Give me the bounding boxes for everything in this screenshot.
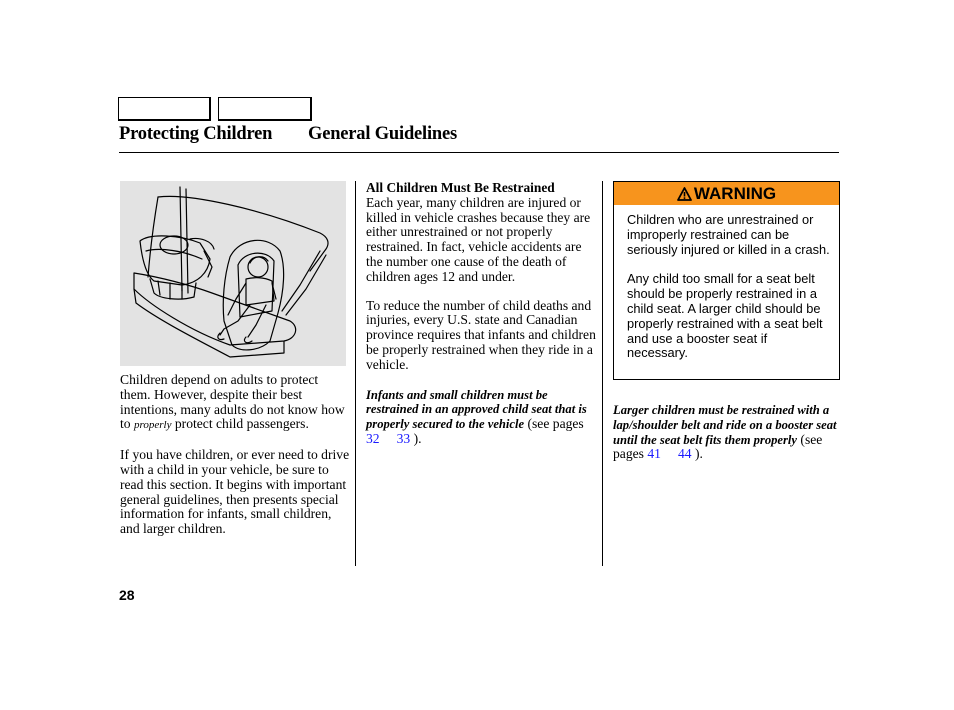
child-seat-illustration <box>120 181 346 366</box>
intro-emphasis: properly <box>133 419 172 432</box>
section-title: Protecting Children <box>119 124 273 144</box>
column-divider-1 <box>355 181 356 566</box>
see-pages-text-2: (see pages <box>613 431 823 462</box>
intro-paragraph-1 <box>120 373 350 433</box>
intro-text-a: Children depend on adults to protect them. However, despite their best intentions, many adults do not know how to <box>120 372 345 432</box>
page-link-41[interactable]: 41 <box>647 446 661 462</box>
warning-triangle-icon <box>677 187 692 201</box>
restraint-column <box>366 181 598 447</box>
restraint-paragraph-3 <box>366 388 598 447</box>
child-seat-drawing <box>120 181 346 366</box>
warning-body <box>614 205 839 361</box>
larger-children-rule: Larger children must be restrained with a lap/shoulder belt and ride on a booster seat until the seat belt fits them properly <box>613 403 837 447</box>
nav-tab-box-2[interactable] <box>218 97 312 121</box>
header-rule <box>119 152 839 153</box>
restraint-paragraph-1: Each year, many children are injured or killed in vehicle crashes because they are either unrestrained or not properly restrained. In fact, vehicle accidents are the number one cause of the death of children ages 12 and under. <box>366 194 591 284</box>
page-link-33[interactable]: 33 <box>396 430 411 446</box>
warning-paragraph-2: Any child too small for a seat belt should be properly restrained in a child seat. A larger child should be properly restrained with a seat belt and use a booster seat if necessary. <box>627 271 823 361</box>
page-number: 28 <box>119 587 135 603</box>
page-header <box>119 124 458 145</box>
see-pages-close: ). <box>410 430 422 446</box>
intro-text-b: protect child passengers. <box>171 416 309 432</box>
restraint-paragraph-2: To reduce the number of child deaths and injuries, every U.S. state and Canadian province requires that infants and children be properly restrained when they ride in a vehicle. <box>366 297 596 372</box>
warning-label: WARNING <box>693 183 777 203</box>
larger-children-paragraph <box>613 403 839 462</box>
page-link-32[interactable]: 32 <box>366 430 380 446</box>
infant-rule-text: Infants and small children must be restrained in an approved child seat that is properly secured to the vehicle <box>366 387 587 432</box>
larger-children-note <box>613 403 839 462</box>
intro-column <box>120 373 350 537</box>
page-title: General Guidelines <box>308 124 458 144</box>
see-pages-text: (see pages <box>524 416 584 432</box>
section-heading: All Children Must Be Restrained <box>366 180 555 195</box>
column-divider-2 <box>602 181 603 566</box>
nav-tab-box-1[interactable] <box>118 97 211 121</box>
intro-paragraph-2: If you have children, or ever need to drive with a child in your vehicle, be sure to read this section. It begins with important general guidelines, then presents special information for infants, small children, and larger children. <box>120 447 350 537</box>
warning-box <box>613 181 840 380</box>
see-pages-close-2: ). <box>691 446 703 462</box>
page-link-44[interactable]: 44 <box>677 446 692 462</box>
warning-paragraph-1: Children who are unrestrained or improperly restrained can be seriously injured or killed in a crash. <box>627 212 830 257</box>
warning-header <box>614 182 839 205</box>
